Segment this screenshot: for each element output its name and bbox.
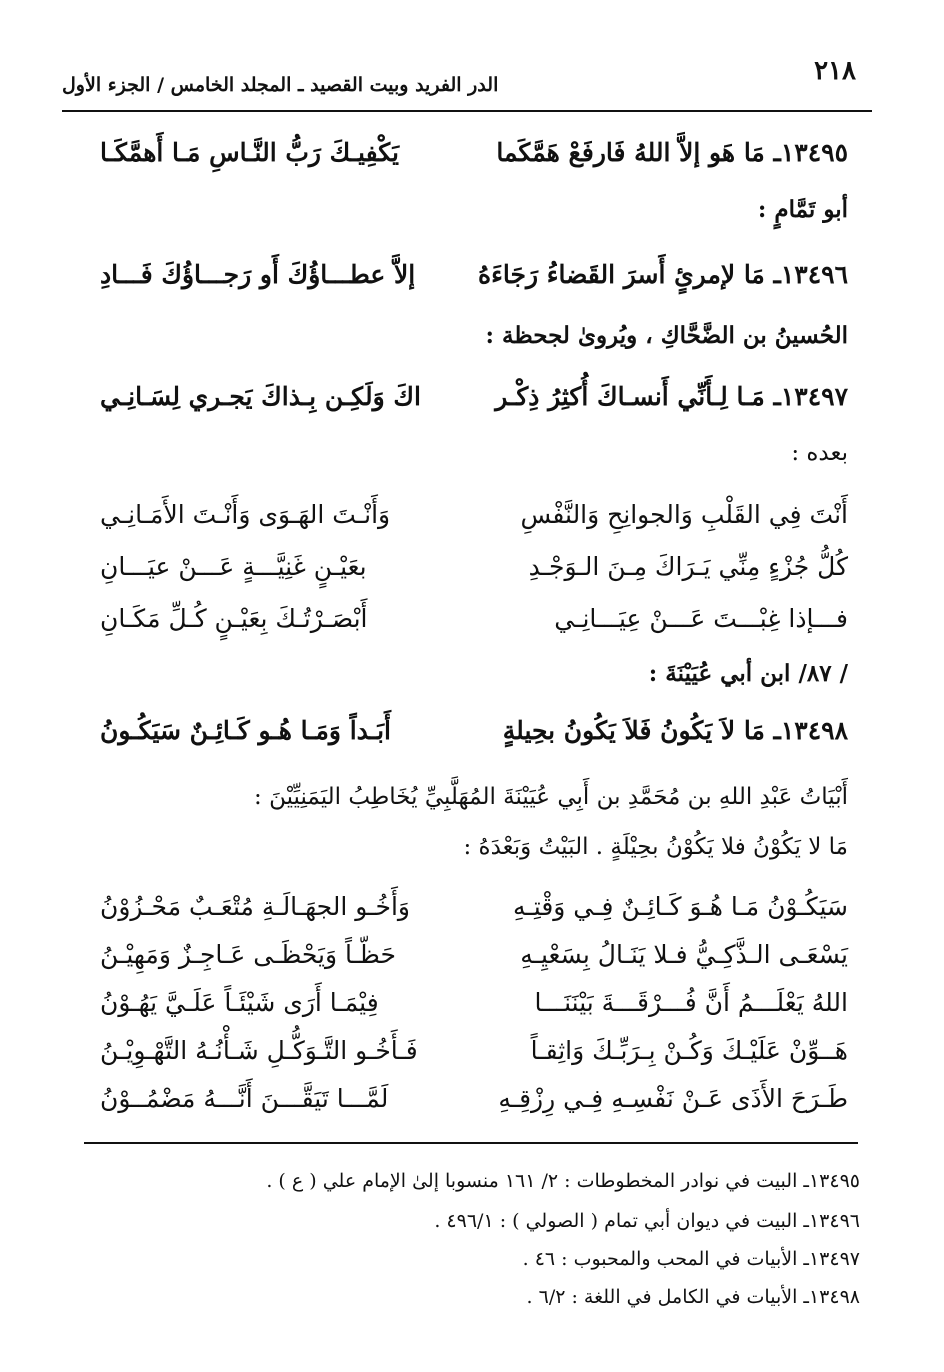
hemistich-first: فـــإذا غِبْـــتَ عَـــنْ عِيَـــانِـي — [554, 604, 848, 633]
hemistich-first: يَسْعَـى الـذَّكِـيُّ فـلا يَنَـالُ بِسَعْيِـهِ — [520, 940, 848, 969]
verse — [100, 1036, 848, 1080]
verse-13495 — [100, 138, 848, 182]
hemistich-second: حَظّـاً وَيَحْظَـى عَـاجِـزٌ وَمَهِيْـنُ — [100, 940, 396, 969]
after-label: بعده : — [791, 440, 848, 466]
hemistich-first: اللهُ يَعْلَـــمُ أَنَّ فُـــرْقَـــةَ بَيْنَنَـــا — [534, 988, 848, 1017]
header-rule — [62, 110, 872, 112]
page-number: ٢١٨ — [814, 56, 856, 86]
footnote: ١٣٤٩٨ـ الأبيات في الكامل في اللغة : ٦/٢ . — [526, 1286, 860, 1308]
footnote: ١٣٤٩٥ـ البيت في نوادر المخطوطات : ٢/ ١٦١ منسوبا إلىٰ الإمام علي ( ع ) . — [266, 1170, 860, 1192]
footnote: ١٣٤٩٦ـ البيت في ديوان أبي تمام ( الصولي ) : ٤٩٦/١ . — [434, 1210, 860, 1232]
hemistich-second: إلاَّ عطـــاؤُكَ أَو رَجـــاؤُكَ فَـــادِ — [100, 260, 416, 289]
verse — [100, 988, 848, 1032]
hemistich-second: أَبْصَـرْتُـكَ بِعَيْـنٍ كُـلِّ مَكَـانِ — [100, 604, 368, 633]
poet-intro: الحُسينُ بن الضَّحَّاكِ ، ويُروىٰ لجحظة : — [485, 322, 848, 349]
verse — [100, 500, 848, 544]
hemistich-first: ١٣٤٩٧ـ مَـا لِـأَنِّي أَنسـاكَ أُكثِرُ ذِكْـر — [495, 382, 848, 411]
hemistich-second: لَمَّـــا تَيَقَّـــنَ أَنَّـــهُ مَضْمُــوْنُ — [100, 1084, 389, 1113]
hemistich-second: فَـأَخُـو التَّـوَكُّـلِ شَـأْنُـهُ التَّهْـوِيْـنُ — [100, 1036, 418, 1065]
poet-intro: / ٨٧/ ابن أبي عُيَيْنَةَ : — [648, 660, 848, 687]
hemistich-first: سَيَكُـوْنُ مَـا هُـوَ كَـائِـنٌ فِـي وَقْتِـهِ — [513, 892, 848, 921]
hemistich-second: فِيْمَـا أَرَى شَيْئَـاً عَلَـيَّ يَهُـوْنُ — [100, 988, 379, 1017]
hemistich-second: وَأَنْـتَ الهَـوَى وَأَنْـتَ الأَمَـانِـي — [100, 500, 391, 529]
verse-13498 — [100, 716, 848, 760]
footnote-rule — [84, 1142, 858, 1144]
verse — [100, 892, 848, 936]
hemistich-first: ١٣٤٩٥ـ مَا هَو إلاَّ اللهُ فَارفَعْ هَمَّكَما — [496, 138, 848, 167]
hemistich-first: طَـرَحَ الأَذَى عَـنْ نَفْسِـهِ فِـي رِزْقِـهِ — [498, 1084, 848, 1113]
hemistich-first: ١٣٤٩٦ـ مَا لإمرئٍ أَسرَ القَضاءُ رَجَاءَهُ — [478, 260, 848, 289]
verse — [100, 604, 848, 648]
hemistich-second: اكَ وَلَكِـن بِـذاكَ يَجـري لِسَـانِـي — [100, 382, 421, 411]
verse — [100, 552, 848, 596]
hemistich-second: وَأَخُـو الجهَـالَـةِ مُتْعَـبٌ مَحْـزُوْنُ — [100, 892, 411, 921]
verse — [100, 1084, 848, 1128]
verse-13497 — [100, 382, 848, 426]
hemistich-first: ١٣٤٩٨ـ مَا لاَ يَكُونُ فَلاَ يَكُونُ بحِيلةٍ — [502, 716, 848, 745]
hemistich-first: أَنْتَ فِي القَلْبِ وَالجوانِحِ وَالنَّفْسِ — [520, 500, 848, 529]
prose-line: أَبْيَاتُ عَبْدِ اللهِ بن مُحَمَّدِ بن أَبِي عُيَيْنَةَ المُهَلَّبِيِّ يُخَاطِبُ اليَمَنِيِّيْنَ : — [254, 784, 848, 810]
poet-intro: أبو تَمَّامٍ : — [757, 196, 848, 223]
page-header — [62, 56, 872, 100]
verse-13496 — [100, 260, 848, 304]
footnote: ١٣٤٩٧ـ الأبيات في المحب والمحبوب : ٤٦ . — [522, 1248, 860, 1270]
hemistich-second: بعَيْـنٍ غَنِيَّـــةٍ عَـــنْ عيَـــانِ — [100, 552, 367, 581]
verse — [100, 940, 848, 984]
hemistich-first: هَــوِّنْ عَلَيْـكَ وَكُـنْ بِـرَبِّـكَ وَاثِقـاً — [530, 1036, 848, 1065]
hemistich-second: يَكْفِيـكَ رَبُّ النَّـاسِ مَـا أَهمَّكَـا — [100, 138, 399, 167]
prose-line: مَا لا يَكُوْنُ فلا يَكُوْنُ بحِيْلَةٍ . البَيْتُ وَبَعْدَهُ : — [463, 834, 848, 860]
hemistich-first: كُلُّ جُزْءٍ مِنِّي يَـرَاكَ مِـنَ الـوَجْـدِ — [528, 552, 848, 581]
hemistich-second: أَبَـداً وَمَـا هُـو كَـائِـنٌ سَيَكُـونُ — [100, 716, 391, 745]
running-title: الدر الفريد وبيت القصيد ـ المجلد الخامس / الجزء الأول — [62, 74, 499, 96]
